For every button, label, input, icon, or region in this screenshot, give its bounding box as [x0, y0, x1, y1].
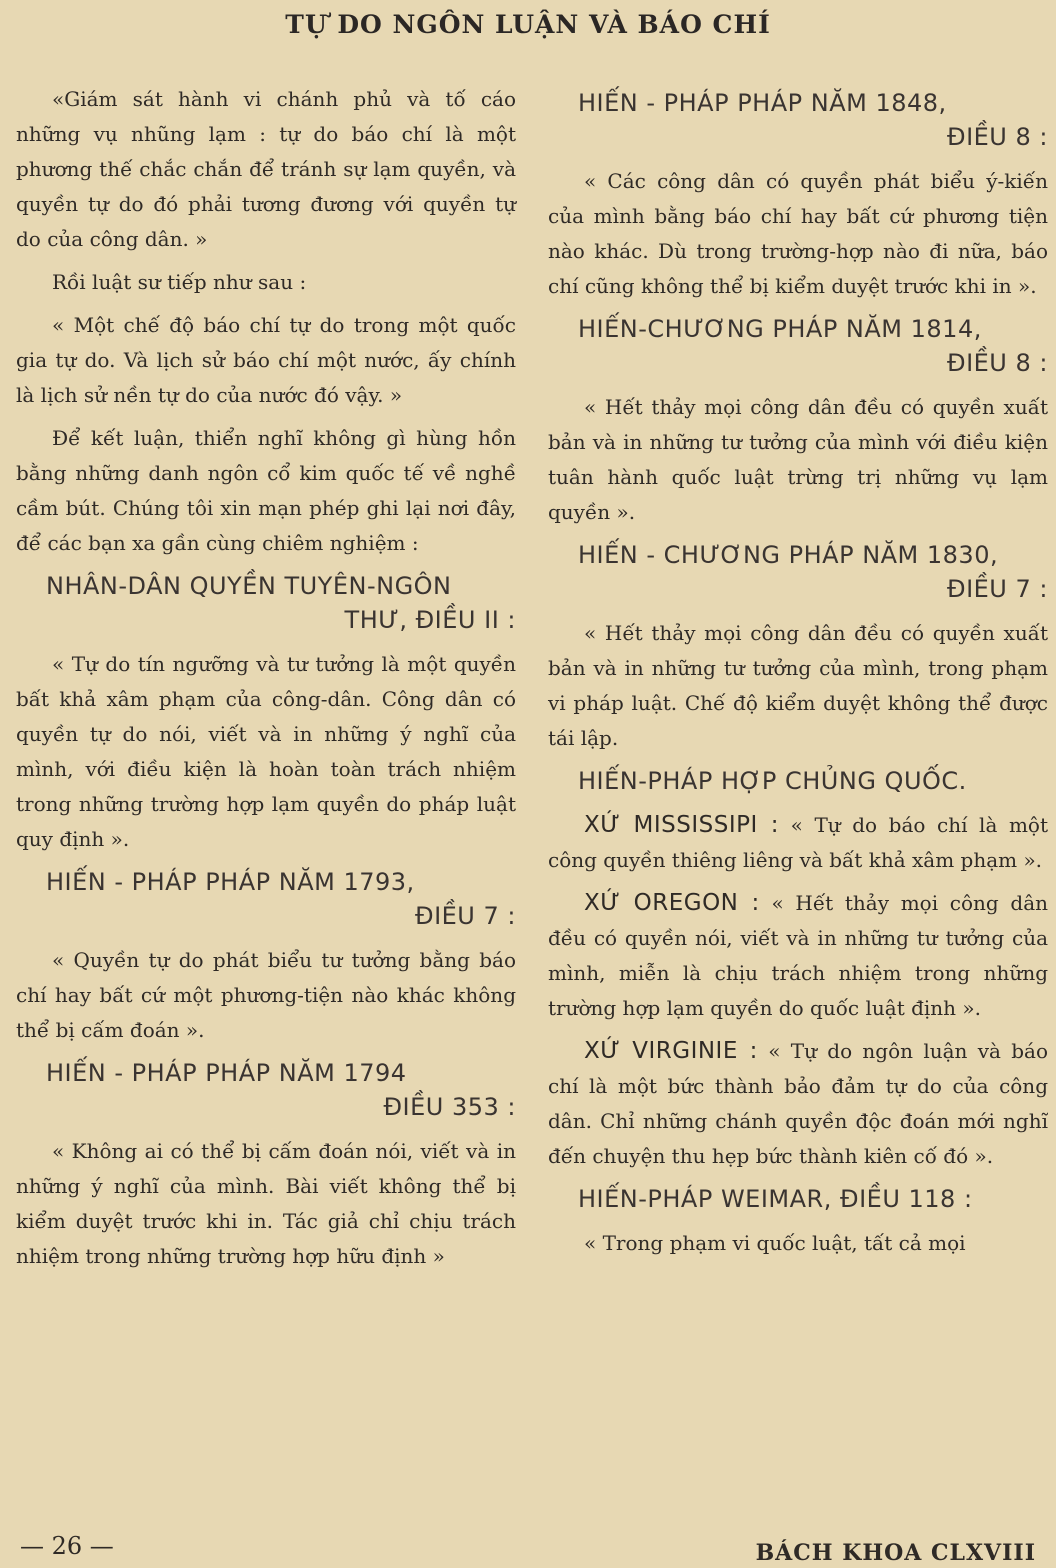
section-heading [16, 865, 516, 933]
paragraph: « Trong phạm vi quốc luật, tất cả mọi [584, 1231, 966, 1255]
left-column [16, 82, 516, 1282]
section-heading [548, 1182, 1048, 1216]
heading-line: HIẾN - PHÁP PHÁP NĂM 1793, [46, 868, 415, 896]
paragraph [548, 886, 1048, 1026]
heading-line: ĐIỀU 353 : [383, 1093, 516, 1121]
section-heading [548, 764, 1048, 798]
section-heading [16, 569, 516, 637]
paragraph: « Không ai có thể bị cấm đoán nói, viết và in những ý nghĩ của mình. Bài viết không thể bị kiểm duyệt trước khi in. Tác giả chỉ chịu trách nhiệm trong những trường hợp hữu định » [16, 1139, 516, 1268]
page-number: — 26 — [20, 1532, 114, 1560]
heading-line: HIẾN - PHÁP PHÁP NĂM 1794 [46, 1059, 407, 1087]
paragraph [548, 808, 1048, 878]
heading-line: NHÂN-DÂN QUYỀN TUYÊN-NGÔN [46, 572, 452, 600]
section-heading [548, 538, 1048, 606]
heading-line: ĐIỀU 8 : [946, 123, 1048, 151]
section-heading [16, 1056, 516, 1124]
heading-line: THƯ, ĐIỀU II : [344, 606, 516, 634]
paragraph: « Tự do tín ngưỡng và tư tưởng là một quyền bất khả xâm phạm của công-dân. Công dân có quyền tự do nói, viết và in những ý nghĩ của mình, với điều kiện là hoàn toàn trách nhiệm trong những trường hợp lạm quyền do pháp luật quy định ». [16, 652, 516, 851]
section-heading [548, 86, 1048, 154]
magazine-name: BÁCH KHOA CLXVIII [755, 1540, 1036, 1566]
heading-line: HIẾN - PHÁP PHÁP NĂM 1848, [578, 89, 947, 117]
paragraph-text: « Tự do ngôn luận và báo chí là một bức thành bảo đảm tự do của công dân. Chỉ những chánh quyền độc đoán mới nghĩ đến chuyện thu hẹp bức thành kiên cố đó ». [548, 1039, 1049, 1168]
paragraph: Rồi luật sư tiếp như sau : [52, 270, 307, 294]
paragraph: Để kết luận, thiển nghĩ không gì hùng hồn bằng những danh ngôn cổ kim quốc tế về nghề cầm bút. Chúng tôi xin mạn phép ghi lại nơi đây, để các bạn xa gần cùng chiêm nghiệm : [16, 426, 516, 555]
paragraph: « Hết thảy mọi công dân đều có quyền xuất bản và in những tư tưởng của mình, trong phạm vi pháp luật. Chế độ kiểm duyệt không thể được tái lập. [548, 621, 1048, 750]
paragraph [548, 1034, 1048, 1174]
heading-line: ĐIỀU 7 : [946, 575, 1048, 603]
heading-line: HIẾN-PHÁP WEIMAR, ĐIỀU 118 : [578, 1185, 973, 1213]
paragraph-text: « Tự do báo chí là một công quyền thiêng liêng và bất khả xâm phạm ». [548, 813, 1048, 872]
heading-line: HIẾN - CHƯƠNG PHÁP NĂM 1830, [578, 541, 999, 569]
heading-line: ĐIỀU 7 : [414, 902, 516, 930]
paragraph: « Một chế độ báo chí tự do trong một quốc gia tự do. Và lịch sử báo chí một nước, ấy chính là lịch sử nền tự do của nước đó vậy. » [16, 313, 516, 407]
inline-heading: XỨ MISSISSIPI : [584, 812, 780, 838]
paragraph: « Quyền tự do phát biểu tư tưởng bằng báo chí hay bất cứ một phương-tiện nào khác không thể bị cấm đoán ». [16, 948, 516, 1042]
paragraph: « Hết thảy mọi công dân đều có quyền xuất bản và in những tư tưởng của mình với điều kiện tuân hành quốc luật trừng trị những vụ lạm quyền ». [548, 395, 1048, 524]
paragraph: « Các công dân có quyền phát biểu ý-kiến của mình bằng báo chí hay bất cứ phương tiện nào khác. Dù trong trường-hợp nào đi nữa, báo chí cũng không thể bị kiểm duyệt trước khi in ». [548, 169, 1048, 298]
right-column [548, 82, 1048, 1269]
inline-heading: XỨ OREGON : [584, 890, 760, 916]
inline-heading: XỨ VIRGINIE : [584, 1038, 758, 1064]
paragraph-text: « Hết thảy mọi công dân đều có quyền nói, viết và in những tư tưởng của mình, miễn là chịu trách nhiệm trong những trường hợp lạm quyền do quốc luật định ». [548, 891, 1049, 1020]
section-heading [548, 312, 1048, 380]
heading-line: HIẾN-PHÁP HỢP CHỦNG QUỐC. [578, 767, 967, 795]
page-title: TỰ DO NGÔN LUẬN VÀ BÁO CHÍ [285, 10, 771, 39]
heading-line: ĐIỀU 8 : [946, 349, 1048, 377]
heading-line: HIẾN-CHƯƠNG PHÁP NĂM 1814, [578, 315, 982, 343]
paragraph: «Giám sát hành vi chánh phủ và tố cáo những vụ nhũng lạm : tự do báo chí là một phương thế chắc chắn để tránh sự lạm quyền, và quyền tự do đó phải tương đương với quyền tự do của công dân. » [16, 87, 516, 251]
